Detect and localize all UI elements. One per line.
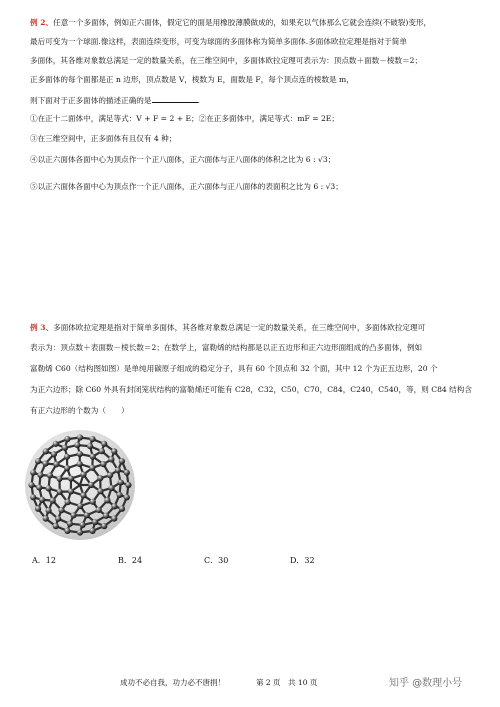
carbon-atom	[57, 489, 63, 495]
carbon-atom	[104, 497, 110, 503]
carbon-atom	[53, 523, 59, 529]
carbon-atom	[62, 445, 68, 451]
carbon-atom	[80, 522, 86, 528]
ex2-statement-1-2: ①在正十二面体中，满足等式：V + F = 2 + E；②在正多面体中，满足等式：mF = 2E；	[30, 114, 339, 123]
option-d[interactable]: D．32	[290, 556, 315, 565]
carbon-atom	[70, 512, 76, 518]
carbon-atom	[37, 472, 43, 478]
ex2-label: 例 2、	[30, 18, 54, 27]
carbon-atom	[53, 461, 59, 467]
carbon-atom	[89, 465, 95, 471]
footer-motto: 成功不必自我，功力必不唐捐！	[120, 678, 225, 687]
ex2-statement-4: ④以正六面体各面中心为顶点作一个正八面体，正六面体与正八面体的体积之比为 6 : √3；	[30, 155, 336, 164]
carbon-atom	[90, 454, 96, 460]
carbon-atom	[45, 507, 51, 513]
ex3-line-4: 为正六边形；除 C60 外具有封闭笼状结构的富勒烯还可能有 C28，C32，C50，C70，C84，C240，C540，等，则 C84 结构含	[30, 385, 472, 394]
carbon-atom	[101, 523, 107, 529]
carbon-atom	[35, 458, 41, 464]
carbon-atom	[103, 513, 109, 519]
ex3-line-3: 富勒烯 C60（结构图如图）是单纯用碳原子组成的稳定分子，具有 60 个顶点和 32 个面，其中 12 个为正五边形，20 个	[30, 364, 438, 373]
carbon-atom	[43, 515, 49, 521]
carbon-atom	[88, 482, 94, 488]
carbon-atom	[116, 492, 122, 498]
carbon-atom	[125, 482, 131, 488]
ex3-line-2: 表示为：顶点数＋表面数－棱长数＝2；在数学上，富勒烯的结构都是以正五边形和正六边形面组成的凸多面体，例如	[30, 343, 423, 352]
carbon-atom	[80, 471, 86, 477]
carbon-atom	[68, 475, 74, 481]
carbon-atom	[56, 476, 62, 482]
carbon-atom	[30, 494, 36, 500]
carbon-atom	[36, 484, 42, 490]
carbon-atom	[58, 507, 64, 513]
carbon-atom	[96, 507, 102, 513]
ex3-line-5: 有正六边形的个数为（ ）	[30, 406, 129, 415]
carbon-atom	[111, 448, 117, 454]
ex2-line-2: 最后可变为一个球面.像这样，表面连续变形，可变为球面的多面体称为简单多面体.多面体欧拉定理是指对于简单	[30, 37, 407, 46]
carbon-atom	[107, 472, 113, 478]
carbon-atom	[118, 479, 124, 485]
carbon-atom	[68, 488, 74, 494]
answer-blank	[152, 94, 198, 103]
carbon-atom	[80, 492, 86, 498]
carbon-atom	[119, 458, 125, 464]
carbon-atom	[51, 451, 57, 457]
carbon-atom	[64, 436, 70, 442]
carbon-atom	[92, 519, 98, 525]
carbon-atom	[100, 461, 106, 467]
carbon-atom	[87, 443, 93, 449]
carbon-atom	[111, 515, 117, 521]
carbon-atom	[50, 498, 56, 504]
carbon-atom	[108, 456, 114, 462]
watermark: 知乎 @数理小号	[389, 678, 463, 689]
c60-fullerene-figure	[22, 427, 138, 543]
ex3-line-1: 例 3、多面体欧拉定理是指对于简单多面体，其各维对象数总满足一定的数量关系，在三维空间中，多面体欧拉定理可	[30, 323, 426, 332]
carbon-atom	[97, 488, 103, 494]
carbon-atom	[35, 506, 41, 512]
carbon-atom	[77, 451, 83, 457]
carbon-atom	[77, 529, 83, 535]
ex2-question-line: 则下面对于正多面体的描述正确的是 .	[30, 96, 200, 105]
carbon-atom	[90, 499, 96, 505]
carbon-atom	[30, 470, 36, 476]
carbon-atom	[39, 497, 45, 503]
carbon-atom	[77, 503, 83, 509]
carbon-atom	[111, 503, 117, 509]
carbon-atom	[77, 434, 83, 440]
carbon-atom	[43, 448, 49, 454]
ex2-line-3: 多面体，其各维对象数总满足一定的数量关系，在三维空间中，多面体欧拉定理可表示为：顶点数＋面数－棱数＝2；	[30, 56, 423, 65]
page-number: 第 2 页 共 10 页	[256, 678, 318, 687]
carbon-atom	[74, 442, 80, 448]
carbon-atom	[101, 441, 107, 447]
carbon-atom	[45, 485, 51, 491]
carbon-atom	[64, 528, 70, 534]
carbon-atom	[99, 448, 105, 454]
carbon-atom	[89, 436, 95, 442]
carbon-atom	[28, 482, 34, 488]
ex2-line-4: 正多面体的每个面都是正 n 边形，顶点数是 V，棱数为 E，面数是 F，每个顶点连的棱数是 m，	[30, 75, 354, 84]
carbon-atom	[65, 499, 71, 505]
ex2-statement-5: ⑤以正六面体各面中心为顶点作一个正八面体，正六面体与正八面体的表面积之比为 6 : √3；	[30, 182, 343, 191]
carbon-atom	[42, 461, 48, 467]
carbon-atom	[47, 472, 53, 478]
carbon-atom	[89, 528, 95, 534]
carbon-atom	[77, 461, 83, 467]
carbon-atom	[108, 485, 114, 491]
carbon-atom	[97, 475, 103, 481]
option-c[interactable]: C．30	[204, 556, 229, 565]
option-b[interactable]: B．24	[118, 556, 143, 565]
ex2-statement-3: ③在三维空间中，正多面体有且仅有 4 种；	[30, 134, 177, 143]
carbon-atom	[124, 494, 130, 500]
option-a[interactable]: A．12	[32, 556, 56, 565]
carbon-atom	[124, 470, 130, 476]
carbon-atom	[53, 441, 59, 447]
carbon-atom	[84, 512, 90, 518]
carbon-atom	[115, 467, 121, 473]
carbon-atom	[67, 521, 73, 527]
carbon-atom	[64, 454, 70, 460]
ex3-label: 例 3、	[30, 323, 54, 332]
ex2-line-1: 例 2、任意一个多面体，例如正六面体，假定它的面是用橡胶薄膜做成的，如果充以气体那么它就会连续(不破裂)变形，	[30, 18, 432, 27]
carbon-atom	[64, 465, 70, 471]
carbon-atom	[119, 506, 125, 512]
carbon-atom	[55, 516, 61, 522]
